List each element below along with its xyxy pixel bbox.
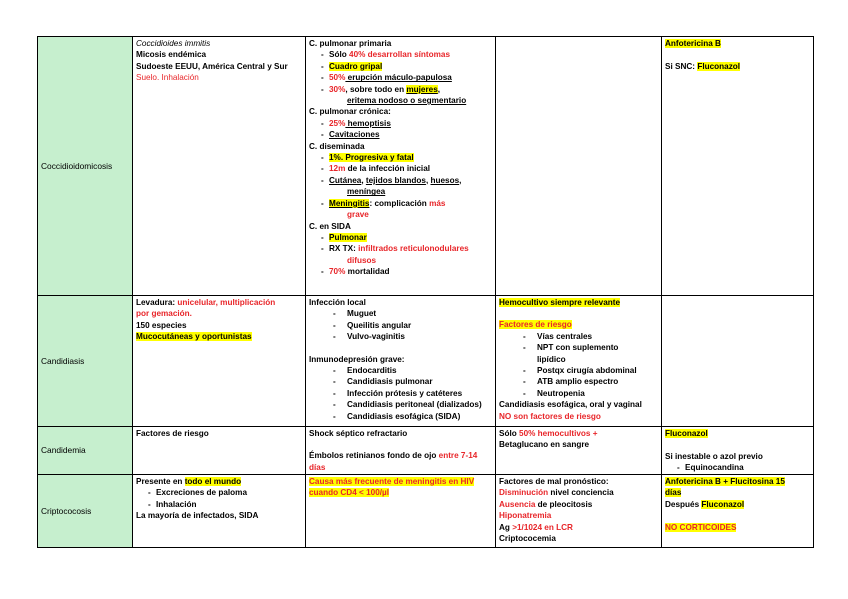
- clinic-text: meníngea: [347, 187, 386, 197]
- diag-line: [499, 297, 658, 308]
- agent-text: Excreciones de paloma: [156, 488, 248, 498]
- table-row: [38, 475, 814, 548]
- agent-text: por gemación.: [136, 309, 192, 319]
- diag-line: [499, 319, 658, 330]
- diag-text: Vías centrales: [537, 331, 593, 341]
- diag-line: [499, 522, 658, 533]
- clinic-line: [309, 243, 492, 254]
- agent-cell: [133, 427, 306, 475]
- agent-line: [136, 487, 302, 498]
- blank-line: [309, 439, 492, 450]
- clinic-line: Infección local: [309, 298, 366, 307]
- clinic-text: Cutánea: [329, 175, 362, 185]
- diag-line: [499, 411, 658, 422]
- clinic-text: Endocarditis: [347, 366, 397, 376]
- clinic-line: [309, 255, 492, 266]
- diag-cell: [496, 296, 662, 427]
- treat-line: [665, 61, 810, 72]
- clinic-text: más: [429, 198, 446, 208]
- clinic-text: Cuadro gripal: [329, 61, 383, 71]
- treat-text: Después: [665, 499, 702, 509]
- diag-text: Candidiasis esofágica, oral y vaginal: [499, 400, 642, 410]
- clinic-text: Cavitaciones: [329, 130, 380, 140]
- clinic-text: de la infección inicial: [345, 164, 431, 174]
- clinic-text: Sólo: [329, 50, 350, 60]
- clinic-line: [309, 186, 492, 197]
- clinic-line: C. pulmonar crónica:: [309, 107, 391, 117]
- table-row: [38, 296, 814, 427]
- clinic-line: C. diseminada: [309, 141, 365, 151]
- clinic-text: difusos: [347, 255, 377, 265]
- treat-text: Anfotericina B + Flucitosina 15: [665, 477, 785, 486]
- treat-line: [665, 510, 810, 521]
- diag-line: [499, 354, 658, 365]
- clinic-line: [309, 198, 492, 209]
- diag-line: [499, 439, 658, 450]
- diag-line: [499, 365, 658, 376]
- clinic-text: 40%: [349, 50, 366, 60]
- clinic-text: ,: [361, 175, 366, 185]
- clinic-text: Pulmonar: [329, 232, 367, 242]
- clinic-line: [309, 411, 492, 422]
- clinic-text: huesos: [430, 175, 460, 185]
- clinic-text: 1%. Progresiva y fatal: [329, 153, 414, 163]
- treat-cell: [662, 427, 814, 475]
- diag-text: Disminución: [499, 488, 549, 498]
- clinic-text: cuando CD4 < 100/µl: [309, 488, 390, 498]
- clinic-text: 30%: [329, 84, 346, 94]
- clinic-line: [309, 61, 492, 72]
- agent-text: Levadura:: [136, 298, 178, 307]
- clinic-text: erupción máculo-papulosa: [345, 73, 452, 83]
- clinic-cell: [306, 37, 496, 296]
- clinic-line: [309, 450, 492, 461]
- treat-line: [665, 49, 810, 60]
- clinic-line: [309, 266, 492, 277]
- clinic-line: [309, 331, 492, 342]
- agent-line: [136, 428, 302, 439]
- clinic-line: [309, 320, 492, 331]
- diag-text: ATB amplio espectro: [537, 377, 619, 387]
- diag-line: [499, 476, 658, 487]
- treat-text: Si inestable o azol previo: [665, 451, 763, 461]
- diag-line: [499, 399, 658, 410]
- treat-text: Fluconazol: [665, 429, 708, 438]
- clinic-text: , sobre todo en: [345, 84, 407, 94]
- agent-text: Presente en: [136, 477, 185, 486]
- treat-text: Equinocandina: [685, 463, 744, 473]
- disease-name: Candidemia: [41, 445, 86, 456]
- disease-name: Criptococosis: [41, 505, 92, 516]
- diag-text: Criptococemia: [499, 534, 556, 544]
- agent-text: Inhalación: [156, 499, 197, 509]
- agent-text: unicelular, multiplicación: [177, 298, 276, 307]
- treat-line: [665, 462, 810, 473]
- clinic-line: [309, 129, 492, 140]
- diag-line: [499, 342, 658, 353]
- agent-line: [136, 297, 302, 308]
- clinic-line: [309, 428, 492, 439]
- clinic-line: [309, 376, 492, 387]
- clinic-text: Candidiasis pulmonar: [347, 377, 433, 387]
- disease-name-cell: [38, 37, 133, 296]
- diag-text: Hemocultivo siempre relevante: [499, 298, 621, 307]
- disease-name: Coccidioidomicosis: [41, 160, 113, 171]
- agent-cell: [133, 37, 306, 296]
- diag-line: [499, 331, 658, 342]
- agent-line: [136, 320, 302, 331]
- diag-text: Factores de riesgo: [499, 320, 572, 330]
- clinic-text: 50%: [329, 73, 346, 83]
- clinic-line: [309, 95, 492, 106]
- clinic-text: ,: [459, 175, 462, 185]
- treat-line: [665, 499, 810, 510]
- diag-text: NPT con suplemento: [537, 343, 619, 353]
- clinic-cell: [306, 427, 496, 475]
- clinic-text: Causa más frecuente de meningitis en HIV: [309, 477, 475, 486]
- clinic-cell: [306, 475, 496, 548]
- clinic-text: 70%: [329, 267, 346, 277]
- diag-line: [499, 388, 658, 399]
- diag-text: Ausencia: [499, 499, 536, 509]
- clinic-line: [309, 72, 492, 83]
- clinic-text: infiltrados reticulonodulares: [358, 244, 469, 254]
- clinic-text: mortalidad: [345, 267, 390, 277]
- agent-cell: [133, 475, 306, 548]
- clinic-text: eritema nodoso o segmentario: [347, 96, 467, 106]
- treat-line: [665, 487, 810, 498]
- clinic-text: 25%: [329, 118, 346, 128]
- clinic-line: [309, 308, 492, 319]
- treat-cell: [662, 296, 814, 427]
- clinic-text: ,: [437, 84, 441, 94]
- diag-text: 50% hemocultivos +: [519, 429, 598, 438]
- clinic-text: Meningitis: [329, 198, 370, 208]
- agent-text: todo el mundo: [184, 477, 242, 486]
- diag-line: [499, 533, 658, 544]
- agent-line: [136, 308, 302, 319]
- clinic-line: [309, 462, 492, 473]
- treat-text: Si SNC:: [665, 61, 698, 71]
- agent-line: Coccidioides immitis: [136, 39, 211, 48]
- treat-cell: [662, 37, 814, 296]
- agent-line: [136, 476, 302, 487]
- diag-line: [499, 499, 658, 510]
- treat-cell: [662, 475, 814, 548]
- agent-text: Factores de riesgo: [136, 429, 209, 438]
- clinic-line: [309, 118, 492, 129]
- diag-text: Hiponatremia: [499, 511, 552, 521]
- diag-cell: [496, 475, 662, 548]
- clinic-line: [309, 232, 492, 243]
- clinic-line: [309, 476, 492, 487]
- treat-text: Anfotericina B: [665, 39, 721, 48]
- diag-line: [499, 428, 658, 439]
- clinic-text: Vulvo-vaginitis: [347, 332, 405, 342]
- treat-text: días: [665, 488, 682, 498]
- agent-line: [136, 510, 302, 521]
- clinic-text: ,: [425, 175, 431, 185]
- clinic-text: : complicación: [369, 198, 430, 208]
- treat-text: Fluconazol: [697, 61, 741, 71]
- treat-line: [665, 476, 810, 487]
- diag-text: lipídico: [537, 354, 566, 364]
- diag-text: Postqx cirugía abdominal: [537, 366, 637, 376]
- clinic-text: tejidos blandos: [365, 175, 426, 185]
- clinic-line: [309, 175, 492, 186]
- clinic-line: [309, 388, 492, 399]
- clinic-text: desarrollan síntomas: [365, 50, 451, 60]
- clinic-line: [309, 209, 492, 220]
- clinic-text: Shock séptico refractario: [309, 429, 408, 438]
- treat-line: [665, 451, 810, 462]
- clinical-summary-table: [37, 36, 814, 548]
- diag-cell: [496, 427, 662, 475]
- treat-line: [665, 522, 810, 533]
- clinic-text: Infección prótesis y catéteres: [347, 388, 463, 398]
- diag-line: [499, 487, 658, 498]
- agent-line: [136, 331, 302, 342]
- treat-line: [665, 439, 810, 450]
- disease-name-cell: [38, 475, 133, 548]
- diag-text: nivel conciencia: [548, 488, 614, 498]
- agent-line: Suelo. Inhalación: [136, 73, 199, 83]
- diag-text: Sólo: [499, 429, 520, 438]
- diag-text: de pleocitosis: [535, 499, 593, 509]
- diag-line: [499, 510, 658, 521]
- clinic-cell: [306, 296, 496, 427]
- agent-text: La mayoría de infectados, SIDA: [136, 511, 259, 521]
- clinic-line: [309, 84, 492, 95]
- clinic-text: mujeres: [406, 84, 438, 94]
- diag-text: NO son factores de riesgo: [499, 411, 601, 421]
- clinic-text: días: [309, 462, 326, 472]
- clinic-text: grave: [347, 210, 369, 220]
- clinic-text: 12m: [329, 164, 346, 174]
- clinic-text: Queilitis angular: [347, 320, 412, 330]
- agent-text: Mucocutáneas y oportunistas: [136, 332, 252, 342]
- diag-line: [499, 376, 658, 387]
- agent-cell: [133, 296, 306, 427]
- clinic-text: entre 7-14: [438, 451, 478, 461]
- treat-text: Fluconazol: [701, 499, 745, 509]
- diag-text: Ag: [499, 522, 513, 532]
- disease-name-cell: [38, 296, 133, 427]
- treat-line: [665, 428, 810, 439]
- clinic-text: Candidiasis peritoneal (dializados): [347, 400, 482, 410]
- clinic-line: [309, 487, 492, 498]
- agent-line: Sudoeste EEUU, América Central y Sur: [136, 61, 288, 71]
- clinic-line: [309, 365, 492, 376]
- clinic-text: hemoptisis: [345, 118, 391, 128]
- blank-line: [499, 308, 658, 319]
- clinic-line: Inmunodepresión grave:: [309, 354, 405, 364]
- table-row: [38, 37, 814, 296]
- clinic-text: Émbolos retinianos fondo de ojo: [309, 451, 439, 461]
- agent-line: Micosis endémica: [136, 50, 207, 60]
- blank-line: [309, 343, 492, 354]
- disease-name: Candidiasis: [41, 355, 85, 366]
- agent-text: 150 especies: [136, 320, 187, 330]
- clinic-line: C. en SIDA: [309, 221, 351, 231]
- clinic-line: [309, 399, 492, 410]
- clinic-text: RX TX:: [329, 244, 359, 254]
- table-row: [38, 427, 814, 475]
- diag-text: Neutropenia: [537, 388, 585, 398]
- agent-line: [136, 499, 302, 510]
- diag-text: Factores de mal pronóstico:: [499, 477, 609, 486]
- treat-line: [665, 38, 810, 49]
- clinic-line: [309, 152, 492, 163]
- disease-name-cell: [38, 427, 133, 475]
- diag-text: >1/1024 en LCR: [512, 522, 573, 532]
- diag-cell: [496, 37, 662, 296]
- treat-text: NO CORTICOIDES: [665, 522, 737, 532]
- clinic-text: Candidiasis esofágica (SIDA): [347, 411, 461, 421]
- clinic-line: [309, 163, 492, 174]
- diag-text: Betaglucano en sangre: [499, 440, 590, 450]
- clinic-line: [309, 49, 492, 60]
- clinic-line: C. pulmonar primaria: [309, 39, 392, 48]
- clinic-text: Muguet: [347, 309, 377, 319]
